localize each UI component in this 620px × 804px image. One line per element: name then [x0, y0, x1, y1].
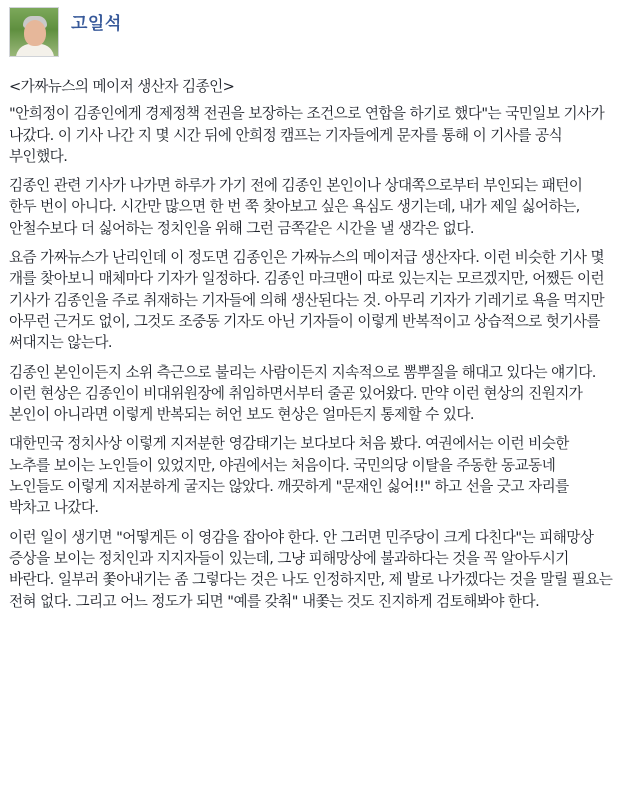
post-paragraph-1: "안희정이 김종인에게 경제정책 전권을 보장하는 조건으로 연합을 하기로 했다"는 국민일보 기사가 나갔다. 이 기사 나간 지 몇 시간 뒤에 안희정 캠프는 기자들에게 문자를 통해 이 기사를 공식 부인했다.: [9, 105, 605, 165]
post-title: <가짜뉴스의 메이저 생산자 김종인>: [9, 78, 235, 95]
post-paragraph-2: 김종인 관련 기사가 나가면 하루가 가기 전에 김종인 본인이나 상대쪽으로부터 부인되는 패턴이 한두 번이 아니다. 시간만 많으면 한 번 쭉 찾아보고 싶은 욕심도 생기는데, 내가 제일 싫어하는, 안철수보다 더 싫어하는 정치인을 위해 그런 금쪽같은 시간을 낼 생각은 없다.: [9, 177, 583, 237]
post-paragraph-5: 대한민국 정치사상 이렇게 지저분한 영감태기는 보다보다 처음 봤다. 여권에서는 이런 비슷한 노추를 보이는 노인들이 있었지만, 야권에서는 처음이다. 국민의당 이탈을 주동한 동교동네 노인들도 이렇게 지저분하게 굴지는 않았다. 깨끗하게 "문재인 싫어!!" 하고 선을 긋고 자리를 박차고 나갔다.: [9, 435, 569, 517]
post-paragraph-6: 이런 일이 생기면 "어떻게든 이 영감을 잡아야 한다. 안 그러면 민주당이 크게 다친다"는 피해망상 증상을 보이는 정치인과 지지자들이 있는데, 그냥 피해망상에 불과하다는 것을 꼭 알아두시기 바란다. 일부러 쫓아내기는 좀 그렇다는 것은 나도 인정하지만, 제 발로 나가겠다는 것을 말릴 필요는 전혀 없다. 그리고 어느 정도가 되면 "예를 갖춰" 내쫓는 것도 진지하게 검토해봐야 한다.: [9, 528, 613, 610]
avatar-face: [24, 20, 46, 46]
post-header: [9, 7, 122, 61]
post-paragraph-3: 요즘 가짜뉴스가 난리인데 이 정도면 김종인은 가짜뉴스의 메이저급 생산자다. 이런 비슷한 기사 몇 개를 찾아보니 매체마다 기자가 일정하다. 김종인 마크맨이 따로 있는지는 모르겠지만, 어쨌든 이런 기사가 김종인을 주로 취재하는 기자들에 의해 생산된다는 것. 아무리 기자가 기레기로 욕을 먹지만 아무런 근거도 없이, 그것도 조중동 기자도 아닌 기자들이 이렇게 반복적이고 상습적으로 헛기사를 써대지는 않는다.: [9, 249, 605, 352]
post-paragraph-4: 김종인 본인이든지 소위 측근으로 불리는 사람이든지 지속적으로 뽐뿌질을 해대고 있다는 얘기다. 이런 현상은 김종인이 비대위원장에 취임하면서부터 줄곧 있어왔다. 만약 이런 현상의 진원지가 본인이 아니라면 이렇게 반복되는 허언 보도 현상은 얼마든지 통제할 수 있다.: [9, 363, 596, 424]
author-name[interactable]: 고일석: [71, 14, 122, 34]
post-body: [9, 76, 613, 620]
avatar[interactable]: [9, 7, 59, 57]
